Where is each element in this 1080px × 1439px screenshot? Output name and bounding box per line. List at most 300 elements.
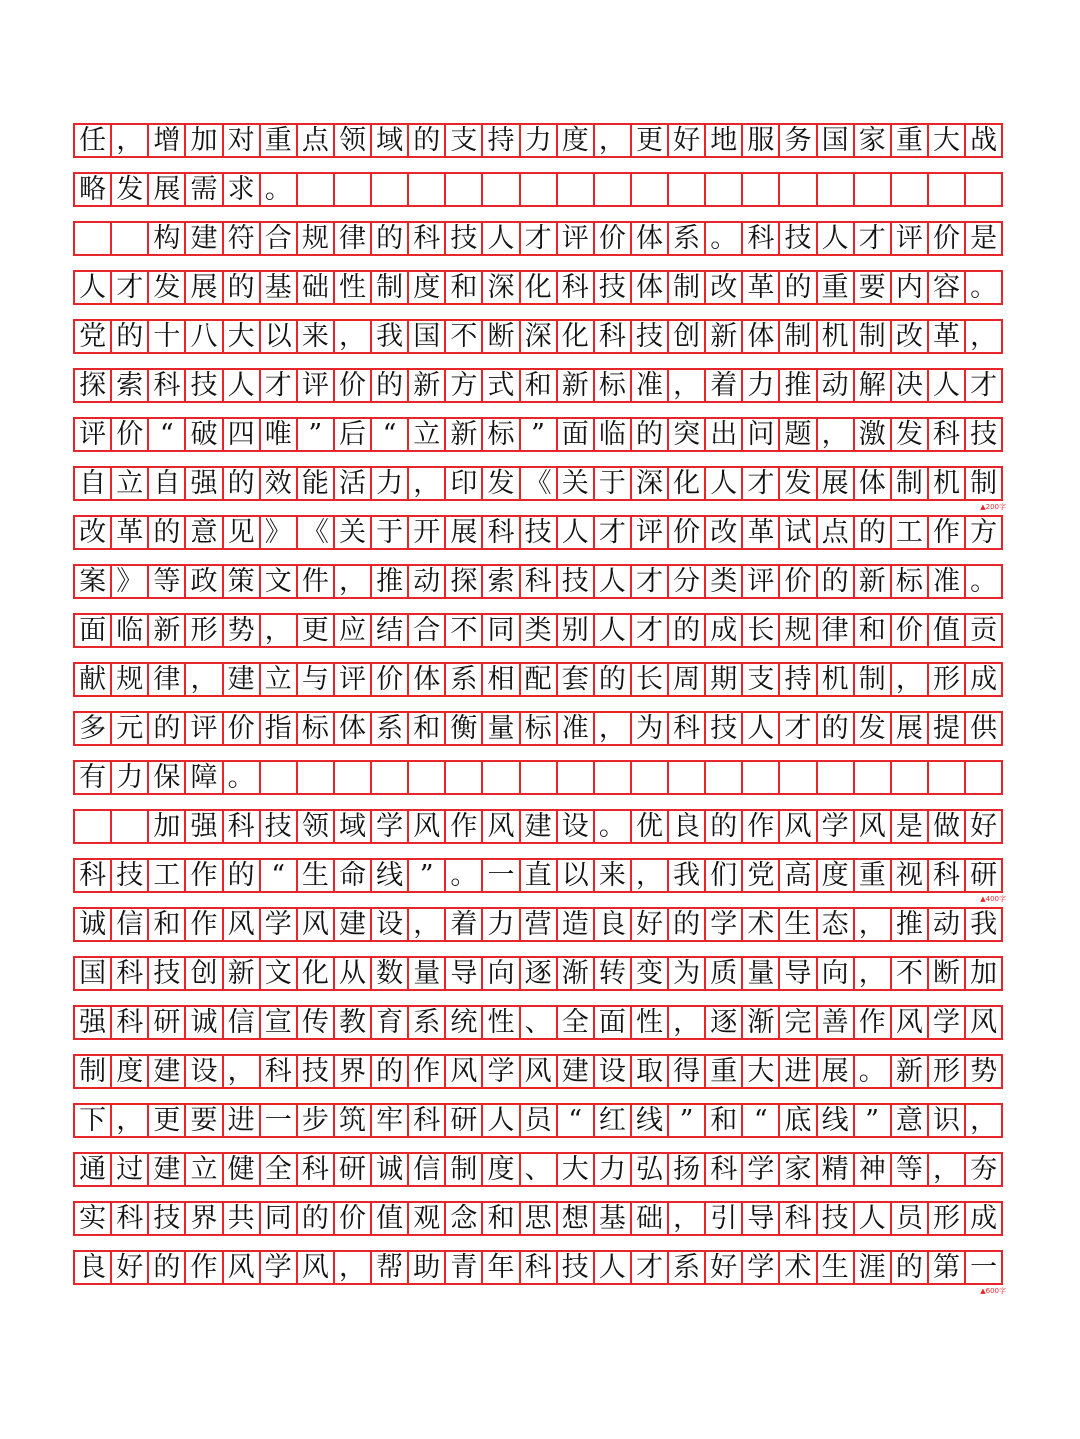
- cell-character: 革: [747, 517, 775, 548]
- cell-character: 需: [190, 174, 218, 205]
- grid-cell: [595, 468, 632, 499]
- grid-cell: [446, 811, 483, 842]
- grid-cell: [892, 1203, 929, 1234]
- grid-cell: [186, 615, 223, 646]
- cell-character: 断: [487, 321, 515, 352]
- cell-character: 的: [821, 713, 849, 744]
- grid-cell: [706, 762, 743, 793]
- cell-character: 制: [895, 468, 923, 499]
- cell-character: 律: [153, 664, 181, 695]
- cell-character: 才: [116, 272, 144, 303]
- cell-character: ，: [413, 909, 441, 940]
- grid-cell: [929, 1007, 966, 1038]
- grid-cell: [595, 1252, 632, 1283]
- grid-cell: [335, 811, 372, 842]
- cell-character: 设: [376, 909, 404, 940]
- cell-character: 标: [524, 713, 552, 744]
- grid-cell: [224, 1154, 261, 1185]
- grid-cell: [632, 615, 669, 646]
- cell-character: 式: [487, 370, 515, 401]
- grid-cell: [186, 664, 223, 695]
- cell-character: ”: [308, 419, 323, 450]
- grid-cell: [298, 713, 335, 744]
- cell-character: 印: [450, 468, 478, 499]
- cell-character: 人: [821, 223, 849, 254]
- grid-cell: [112, 370, 149, 401]
- cell-character: 础: [635, 1203, 663, 1234]
- grid-cell: [595, 174, 632, 205]
- cell-character: 推: [895, 909, 923, 940]
- grid-cell: [706, 1154, 743, 1185]
- grid-cell: [224, 958, 261, 989]
- cell-character: 优: [635, 811, 663, 842]
- cell-character: ”: [679, 1105, 694, 1136]
- cell-character: 符: [227, 223, 255, 254]
- grid-cell: [743, 468, 780, 499]
- grid-row: [73, 172, 1003, 207]
- cell-character: 方: [450, 370, 478, 401]
- cell-character: 量: [487, 713, 515, 744]
- cell-character: 量: [413, 958, 441, 989]
- grid-cell: [521, 272, 558, 303]
- grid-cell: [335, 321, 372, 352]
- cell-character: 导: [450, 958, 478, 989]
- grid-cell: [595, 762, 632, 793]
- cell-character: 略: [79, 174, 107, 205]
- cell-character: 发: [784, 468, 812, 499]
- grid-cell: [224, 615, 261, 646]
- cell-character: 体: [635, 272, 663, 303]
- cell-character: 深: [524, 321, 552, 352]
- grid-cell: [632, 860, 669, 891]
- cell-character: 科: [413, 1105, 441, 1136]
- grid-cell: [409, 1252, 446, 1283]
- cell-character: 同: [487, 615, 515, 646]
- grid-cell: [483, 1056, 520, 1087]
- cell-character: ，: [598, 125, 626, 156]
- cell-character: 准: [561, 713, 589, 744]
- grid-cell: [75, 909, 112, 940]
- cell-character: ，: [598, 713, 626, 744]
- grid-cell: [112, 1007, 149, 1038]
- grid-cell: [186, 762, 223, 793]
- grid-cell: [743, 1154, 780, 1185]
- cell-character: 试: [784, 517, 812, 548]
- cell-character: 的: [153, 1252, 181, 1283]
- grid-cell: [112, 1203, 149, 1234]
- cell-character: 地: [710, 125, 738, 156]
- grid-cell: [669, 566, 706, 597]
- cell-character: 是: [895, 811, 923, 842]
- cell-character: 术: [747, 909, 775, 940]
- cell-character: 人: [487, 223, 515, 254]
- cell-character: ，: [895, 664, 923, 695]
- grid-cell: [149, 1105, 186, 1136]
- cell-character: 力: [116, 762, 144, 793]
- grid-cell: [966, 321, 1003, 352]
- grid-cell: [75, 860, 112, 891]
- cell-character: 发: [153, 272, 181, 303]
- grid-cell: [929, 223, 966, 254]
- cell-character: 制: [673, 272, 701, 303]
- grid-cell: [595, 419, 632, 450]
- grid-cell: [929, 517, 966, 548]
- grid-cell: [855, 762, 892, 793]
- grid-cell: [224, 174, 261, 205]
- grid-cell: [632, 468, 669, 499]
- grid-cell: [409, 664, 446, 695]
- grid-cell: [929, 468, 966, 499]
- grid-cell: [669, 713, 706, 744]
- cell-character: 面: [79, 615, 107, 646]
- cell-character: 基: [264, 272, 292, 303]
- cell-character: 风: [970, 1007, 998, 1038]
- grid-cell: [298, 664, 335, 695]
- grid-cell: [409, 370, 446, 401]
- cell-character: 数: [376, 958, 404, 989]
- grid-cell: [446, 517, 483, 548]
- grid-cell: [372, 615, 409, 646]
- grid-cell: [855, 909, 892, 940]
- cell-character: 文: [264, 958, 292, 989]
- cell-character: 献: [79, 664, 107, 695]
- grid-cell: [595, 958, 632, 989]
- cell-character: 持: [784, 664, 812, 695]
- cell-character: 》: [116, 566, 144, 597]
- cell-character: 制: [376, 272, 404, 303]
- grid-cell: [632, 1105, 669, 1136]
- grid-cell: [595, 1203, 632, 1234]
- grid-cell: [966, 1007, 1003, 1038]
- grid-row: [73, 1250, 1006, 1295]
- cell-character: 域: [338, 811, 366, 842]
- grid-cell: [780, 419, 817, 450]
- grid-cell: [372, 125, 409, 156]
- cell-character: 直: [524, 860, 552, 891]
- cell-character: 制: [450, 1154, 478, 1185]
- grid-cell: [112, 713, 149, 744]
- grid-cell: [855, 958, 892, 989]
- cell-character: 来: [301, 321, 329, 352]
- cell-character: 立: [413, 419, 441, 450]
- grid-cell: [892, 174, 929, 205]
- grid-row: [73, 564, 1003, 599]
- cell-character: 信: [413, 1154, 441, 1185]
- grid-cell: [558, 811, 595, 842]
- grid-cell: [75, 1056, 112, 1087]
- grid-cell: [855, 419, 892, 450]
- cell-character: 神: [858, 1154, 886, 1185]
- cell-character: 的: [227, 860, 255, 891]
- cell-character: 学: [821, 811, 849, 842]
- grid-cell: [446, 958, 483, 989]
- grid-cell: [966, 762, 1003, 793]
- cell-character: 。: [450, 860, 478, 891]
- cell-character: ”: [419, 860, 434, 891]
- grid-cell: [298, 1154, 335, 1185]
- grid-row: [73, 711, 1003, 746]
- cell-character: 进: [227, 1105, 255, 1136]
- grid-cell: [521, 419, 558, 450]
- grid-cell: [224, 909, 261, 940]
- grid-cell: [558, 762, 595, 793]
- grid-cell: [298, 958, 335, 989]
- cell-character: 能: [301, 468, 329, 499]
- cell-character: 领: [338, 125, 366, 156]
- cell-character: 作: [858, 1007, 886, 1038]
- grid-cell: [186, 1203, 223, 1234]
- cell-character: 风: [858, 811, 886, 842]
- cell-character: 技: [450, 223, 478, 254]
- grid-cell: [892, 125, 929, 156]
- cell-character: 的: [635, 419, 663, 450]
- grid-cell: [780, 909, 817, 940]
- grid-cell: [558, 272, 595, 303]
- cell-character: 规: [784, 615, 812, 646]
- cell-character: 研: [338, 1154, 366, 1185]
- grid-cell: [669, 1056, 706, 1087]
- grid-cell: [409, 272, 446, 303]
- grid-cell: [780, 1007, 817, 1038]
- grid-cell: [75, 1252, 112, 1283]
- grid-cell: [372, 1007, 409, 1038]
- grid-cell: [558, 517, 595, 548]
- cell-character: 破: [190, 419, 218, 450]
- cell-character: 增: [153, 125, 181, 156]
- cell-character: 化: [301, 958, 329, 989]
- grid-cell: [112, 321, 149, 352]
- grid-cell: [780, 125, 817, 156]
- cell-character: 力: [376, 468, 404, 499]
- grid-cell: [483, 174, 520, 205]
- cell-character: 价: [338, 1203, 366, 1234]
- grid-cell: [186, 909, 223, 940]
- grid-cell: [632, 321, 669, 352]
- cell-character: 和: [710, 1105, 738, 1136]
- grid-cell: [149, 321, 186, 352]
- grid-cell: [669, 762, 706, 793]
- grid-cell: [892, 664, 929, 695]
- grid-cell: [261, 272, 298, 303]
- cell-character: 创: [190, 958, 218, 989]
- grid-row: [73, 319, 1003, 354]
- grid-cell: [521, 566, 558, 597]
- cell-character: 技: [524, 517, 552, 548]
- cell-character: 变: [635, 958, 663, 989]
- grid-cell: [372, 272, 409, 303]
- cell-character: 相: [487, 664, 515, 695]
- grid-cell: [706, 272, 743, 303]
- grid-cell: [261, 762, 298, 793]
- grid-cell: [446, 860, 483, 891]
- word-count-marker: ▲200字: [980, 503, 1006, 511]
- cell-character: 导: [747, 1203, 775, 1234]
- cell-character: 作: [190, 860, 218, 891]
- grid-cell: [75, 419, 112, 450]
- grid-cell: [521, 909, 558, 940]
- grid-cell: [818, 566, 855, 597]
- grid-cell: [669, 517, 706, 548]
- grid-cell: [446, 1154, 483, 1185]
- grid-row: [73, 662, 1003, 697]
- cell-character: 不: [450, 615, 478, 646]
- grid-cell: [521, 811, 558, 842]
- grid-cell: [298, 468, 335, 499]
- cell-character: 才: [598, 517, 626, 548]
- grid-cell: [224, 762, 261, 793]
- cell-character: 人: [598, 566, 626, 597]
- cell-character: 重: [895, 125, 923, 156]
- cell-character: 设: [598, 1056, 626, 1087]
- cell-character: 体: [747, 321, 775, 352]
- cell-character: 决: [895, 370, 923, 401]
- cell-character: 规: [116, 664, 144, 695]
- cell-character: 家: [784, 1154, 812, 1185]
- cell-character: 过: [116, 1154, 144, 1185]
- cell-character: 研: [970, 860, 998, 891]
- grid-row: [73, 858, 1006, 903]
- grid-cell: [149, 419, 186, 450]
- grid-cell: [669, 223, 706, 254]
- grid-cell: [335, 1252, 372, 1283]
- grid-cell: [521, 1056, 558, 1087]
- cell-character: 风: [301, 909, 329, 940]
- cell-character: 提: [932, 713, 960, 744]
- grid-cell: [892, 1154, 929, 1185]
- grid-cell: [261, 1203, 298, 1234]
- cell-character: 工: [895, 517, 923, 548]
- cell-character: 有: [79, 762, 107, 793]
- grid-cell: [558, 1056, 595, 1087]
- cell-character: “: [568, 1105, 583, 1136]
- cell-character: 着: [450, 909, 478, 940]
- grid-cell: [966, 1105, 1003, 1136]
- grid-cell: [521, 370, 558, 401]
- grid-cell: [112, 517, 149, 548]
- cell-character: 大: [227, 321, 255, 352]
- cell-character: 文: [264, 566, 292, 597]
- grid-cell: [521, 125, 558, 156]
- grid-cell: [409, 1056, 446, 1087]
- cell-character: 良: [79, 1252, 107, 1283]
- grid-cell: [112, 958, 149, 989]
- grid-cell: [446, 419, 483, 450]
- grid-cell: [335, 1105, 372, 1136]
- cell-character: 、: [524, 1154, 552, 1185]
- cell-character: 更: [301, 615, 329, 646]
- grid-cell: [780, 223, 817, 254]
- cell-character: 助: [413, 1252, 441, 1283]
- grid-cell: [558, 1105, 595, 1136]
- cell-character: 形: [932, 664, 960, 695]
- cell-character: 规: [301, 223, 329, 254]
- grid-cell: [298, 615, 335, 646]
- grid-cell: [186, 272, 223, 303]
- grid-cell: [929, 419, 966, 450]
- grid-cell: [780, 762, 817, 793]
- grid-cell: [446, 1007, 483, 1038]
- grid-cell: [558, 909, 595, 940]
- grid-cell: [669, 321, 706, 352]
- cell-character: 容: [932, 272, 960, 303]
- grid-cell: [632, 174, 669, 205]
- cell-character: 分: [673, 566, 701, 597]
- grid-cell: [372, 223, 409, 254]
- grid-cell: [929, 713, 966, 744]
- grid-cell: [298, 860, 335, 891]
- grid-cell: [706, 125, 743, 156]
- cell-character: 弘: [635, 1154, 663, 1185]
- cell-character: 员: [524, 1105, 552, 1136]
- cell-character: 建: [190, 223, 218, 254]
- cell-character: 制: [970, 468, 998, 499]
- grid-cell: [409, 713, 446, 744]
- grid-cell: [855, 664, 892, 695]
- cell-character: 索: [487, 566, 515, 597]
- grid-cell: [892, 223, 929, 254]
- grid-cell: [298, 174, 335, 205]
- grid-cell: [855, 370, 892, 401]
- grid-cell: [743, 321, 780, 352]
- grid-cell: [186, 958, 223, 989]
- grid-cell: [335, 1154, 372, 1185]
- cell-character: 设: [190, 1056, 218, 1087]
- cell-character: 才: [970, 370, 998, 401]
- grid-cell: [112, 566, 149, 597]
- cell-character: 取: [635, 1056, 663, 1087]
- grid-cell: [669, 811, 706, 842]
- cell-character: 年: [487, 1252, 515, 1283]
- grid-cell: [743, 664, 780, 695]
- cell-character: ，: [673, 370, 701, 401]
- grid-cell: [780, 860, 817, 891]
- cell-character: 重: [858, 860, 886, 891]
- grid-cell: [298, 1007, 335, 1038]
- grid-cell: [929, 909, 966, 940]
- cell-character: 系: [450, 664, 478, 695]
- grid-cell: [224, 1105, 261, 1136]
- grid-cell: [929, 321, 966, 352]
- grid-cell: [149, 664, 186, 695]
- grid-cell: [818, 909, 855, 940]
- cell-character: 等: [153, 566, 181, 597]
- grid-cell: [372, 174, 409, 205]
- grid-cell: [966, 419, 1003, 450]
- grid-cell: [780, 664, 817, 695]
- cell-character: 人: [79, 272, 107, 303]
- grid-cell: [892, 1007, 929, 1038]
- grid-cell: [892, 419, 929, 450]
- grid-cell: [595, 321, 632, 352]
- cell-character: 度: [413, 272, 441, 303]
- cell-character: 生: [821, 1252, 849, 1283]
- grid-cell: [446, 272, 483, 303]
- cell-character: 成: [710, 615, 738, 646]
- grid-row: [73, 466, 1006, 511]
- grid-cell: [224, 1056, 261, 1087]
- grid-cell: [632, 517, 669, 548]
- grid-cell: [335, 713, 372, 744]
- grid-cell: [595, 1154, 632, 1185]
- grid-cell: [966, 1056, 1003, 1087]
- cell-character: 准: [635, 370, 663, 401]
- grid-cell: [595, 615, 632, 646]
- grid-cell: [298, 321, 335, 352]
- cell-character: 和: [487, 1203, 515, 1234]
- grid-cell: [521, 958, 558, 989]
- cell-character: 深: [635, 468, 663, 499]
- cell-character: 生: [784, 909, 812, 940]
